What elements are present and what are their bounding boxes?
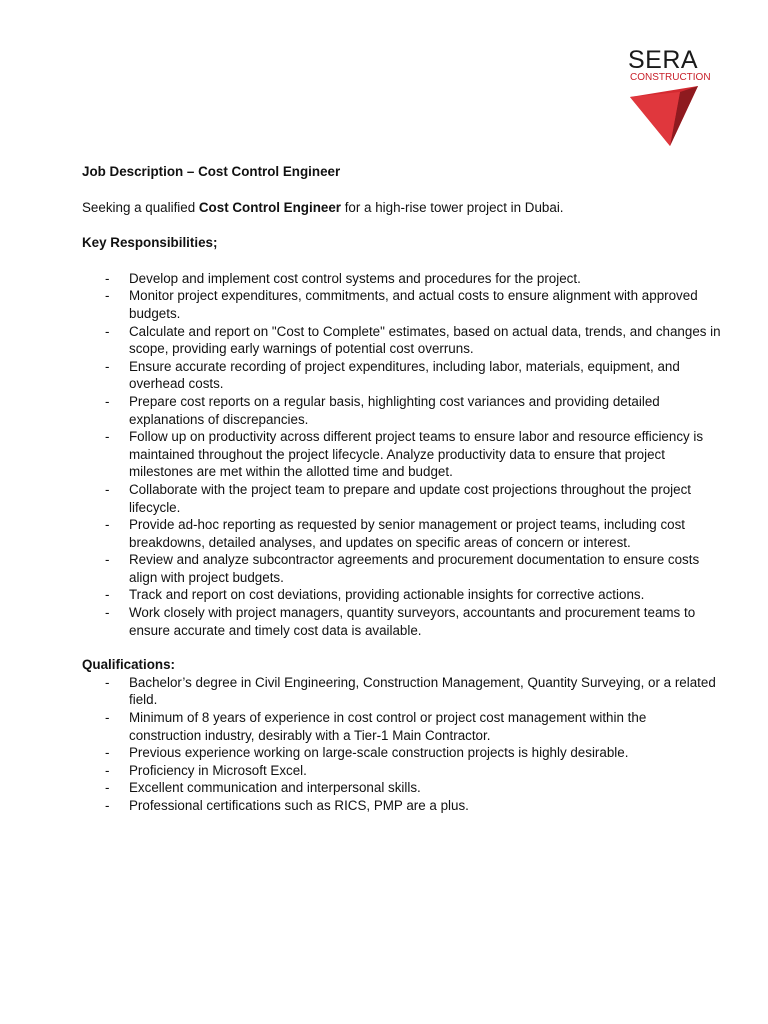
bullet-dash: - — [105, 674, 110, 690]
sera-construction-logo — [628, 48, 728, 148]
list-item-text: Calculate and report on "Cost to Complete" estimates, based on actual data, trends, and changes in scope, providing early warnings of potential cost overruns. — [129, 323, 721, 357]
list-item-text: Develop and implement cost control systems and procedures for the project. — [129, 270, 581, 286]
bullet-dash: - — [105, 605, 110, 621]
list-item — [82, 270, 722, 288]
intro-text-end: for a high-rise tower project in Dubai. — [340, 199, 564, 215]
intro-paragraph — [82, 199, 722, 217]
bullet-dash: - — [105, 288, 110, 304]
list-item-text: Work closely with project managers, quantity surveyors, accountants and procurement teams to ensure accurate and timely cost data is available. — [129, 605, 696, 638]
list-item — [82, 393, 722, 428]
bullet-dash: - — [105, 780, 110, 796]
list-item-text: Provide ad-hoc reporting as requested by senior management or project teams, including cost breakdowns, detailed analyses, and updates on specific areas of concern or interest. — [129, 517, 686, 550]
list-item-text: Follow up on productivity across different project teams to ensure labor and resource efficiency is maintained throughout the project lifecycle. Analyze productivity data to ensure that project milestones are met within the allotted time and budget. — [129, 429, 704, 480]
list-item-text: Track and report on cost deviations, providing actionable insights for corrective actions. — [129, 587, 645, 603]
bullet-dash: - — [105, 358, 110, 374]
bullet-dash: - — [105, 798, 110, 813]
list-item — [82, 674, 722, 709]
bullet-dash: - — [105, 710, 110, 726]
list-item-text: Ensure accurate recording of project expenditures, including labor, materials, equipment, and overhead costs. — [129, 358, 680, 392]
list-item — [82, 358, 722, 393]
list-item — [82, 744, 722, 762]
job-description-body — [82, 163, 722, 815]
list-item-text: Previous experience working on large-scale construction projects is highly desirable. — [129, 745, 629, 761]
list-item — [82, 428, 722, 481]
bullet-dash: - — [105, 517, 110, 533]
list-item — [82, 709, 722, 744]
intro-text-start: Seeking a qualified — [82, 199, 199, 215]
list-item-text: Monitor project expenditures, commitments, and actual costs to ensure alignment with approved budgets. — [129, 288, 698, 321]
responsibilities-list — [82, 270, 722, 639]
bullet-dash: - — [105, 393, 110, 409]
bullet-dash: - — [105, 429, 110, 445]
list-item-text: Bachelor’s degree in Civil Engineering, Construction Management, Quantity Surveying, or a related field. — [129, 674, 716, 708]
list-item — [82, 481, 722, 516]
qualifications-heading: Qualifications: — [82, 657, 176, 673]
qualifications-list — [82, 674, 722, 815]
list-item-text: Professional certifications such as RICS, PMP are a plus. — [129, 798, 469, 813]
list-item-text: Minimum of 8 years of experience in cost control or project cost management within the construction industry, desirably with a Tier-1 Main Contractor. — [129, 710, 647, 743]
list-item — [82, 797, 722, 815]
bullet-dash: - — [105, 587, 110, 603]
bullet-dash: - — [105, 552, 110, 568]
responsibilities-heading: Key Responsibilities; — [82, 235, 218, 251]
list-item-text: Collaborate with the project team to prepare and update cost projections throughout the project lifecycle. — [129, 481, 692, 515]
bullet-dash: - — [105, 270, 110, 286]
bullet-dash: - — [105, 762, 110, 778]
list-item — [82, 551, 722, 586]
list-item — [82, 287, 722, 322]
document-title — [82, 163, 722, 181]
list-item-text: Review and analyze subcontractor agreements and procurement documentation to ensure costs align with project budgets. — [129, 552, 700, 585]
bullet-dash: - — [105, 745, 110, 761]
intro-role-bold: Cost Control Engineer — [198, 199, 341, 215]
bullet-dash: - — [105, 323, 110, 339]
triangle-logo-icon — [628, 84, 700, 148]
list-item-text: Proficiency in Microsoft Excel. — [129, 762, 307, 778]
list-item-text: Excellent communication and interpersonal skills. — [129, 780, 421, 796]
list-item-text: Prepare cost reports on a regular basis, highlighting cost variances and providing detailed explanations of discrepancies. — [129, 393, 660, 427]
list-item — [82, 323, 722, 358]
list-item — [82, 762, 722, 780]
logo-subtitle: CONSTRUCTION — [630, 72, 711, 83]
list-item — [82, 516, 722, 551]
list-item — [82, 604, 722, 639]
document-title-text: Job Description – Cost Control Engineer — [82, 164, 341, 179]
list-item — [82, 586, 722, 604]
logo-wordmark: SERA — [628, 46, 699, 74]
bullet-dash: - — [105, 481, 110, 497]
list-item — [82, 779, 722, 797]
